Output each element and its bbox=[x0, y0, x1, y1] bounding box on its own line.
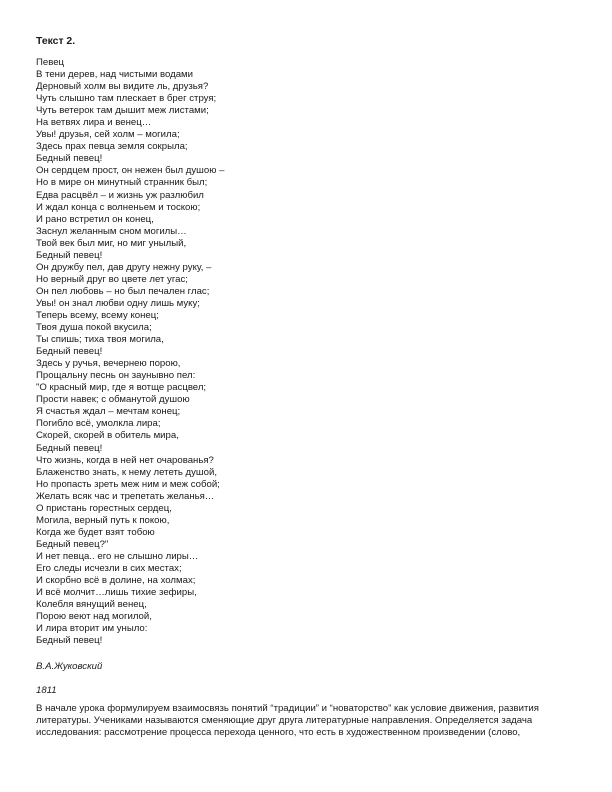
poem-line: Твой век был миг, но миг унылый, bbox=[36, 237, 187, 249]
poem-line: И ждал конца с волненьем и тоскою; bbox=[36, 201, 201, 213]
poem-line: Бедный певец! bbox=[36, 442, 103, 454]
poem-line: Но в мире он минутный странник был; bbox=[36, 177, 208, 189]
poem-line: Он сердцем прост, он нежен был душою – bbox=[36, 165, 225, 177]
poem-line: Желать всяк час и трепетать желанья… bbox=[36, 490, 215, 502]
poem-line: Скорей, скорей в обитель мира, bbox=[36, 430, 179, 442]
poem-line: Бедный певец! bbox=[36, 153, 103, 165]
poem-line: Могила, верный путь к покою, bbox=[36, 514, 170, 526]
poem-line: Бедный певец?" bbox=[36, 538, 109, 550]
poem-line: Дерновый холм вы видите ль, друзья? bbox=[36, 81, 209, 93]
poem-line: Прости навек; с обманутой душою bbox=[36, 394, 190, 406]
poem-line: О пристань горестных сердец, bbox=[36, 502, 172, 514]
poem-line: Порою веют над могилой, bbox=[36, 611, 152, 623]
lesson-paragraph bbox=[36, 703, 580, 740]
poem-line: Что жизнь, когда в ней нет очарованья? bbox=[36, 454, 214, 466]
poem-line: Бедный певец! bbox=[36, 249, 103, 261]
poem-line: Заснул желанным сном могилы… bbox=[36, 225, 187, 237]
poem-year: 1811 bbox=[36, 685, 57, 696]
poem-body bbox=[36, 57, 556, 647]
poem-line: Здесь прах певца земля сокрыла; bbox=[36, 141, 188, 153]
poem-line: Я счастья ждал – мечтам конец; bbox=[36, 406, 181, 418]
poem-line: Чуть ветерок там дышит меж листами; bbox=[36, 105, 209, 117]
poem-line: Погибло всё, умолкла лира; bbox=[36, 418, 161, 430]
poem-line: Блаженство знать, к нему лететь душой, bbox=[36, 466, 217, 478]
poem-line: В тени дерев, над чистыми водами bbox=[36, 69, 194, 81]
poem-line: Увы! он знал любви одну лишь муку; bbox=[36, 297, 200, 309]
poem-line: На ветвях лира и венец… bbox=[36, 117, 152, 129]
poem-line: Едва расцвёл – и жизнь уж разлюбил bbox=[36, 189, 204, 201]
paragraph-line: В начале урока формулируем взаимосвязь понятий “традиции” и “новаторство” как условие движения, развития bbox=[36, 703, 539, 714]
poem-line: "О красный мир, где я вотще расцвел; bbox=[36, 382, 207, 394]
poem-line: И рано встретил он конец, bbox=[36, 213, 154, 225]
poem-line: Ты спишь; тиха твоя могила, bbox=[36, 334, 164, 346]
text-heading: Текст 2. bbox=[36, 36, 76, 47]
poem-author: В.А.Жуковский bbox=[36, 661, 103, 672]
poem-line: Увы! друзья, сей холм – могила; bbox=[36, 129, 180, 141]
poem-line: И всё молчит…лишь тихие зефиры, bbox=[36, 587, 197, 599]
paragraph-line: литературы. Учениками называются сменяющие друг друга литературные направления. Определяется задача bbox=[36, 715, 533, 727]
poem-line: Колебля вянущий венец, bbox=[36, 599, 147, 611]
poem-line: И нет певца.. его не слышно лиры… bbox=[36, 550, 199, 562]
poem-line: Твоя душа покой вкусила; bbox=[36, 322, 152, 334]
poem-line: Когда же будет взят тобою bbox=[36, 526, 155, 538]
poem-line: Он пел любовь – но был печален глас; bbox=[36, 285, 210, 297]
poem-line: Бедный певец! bbox=[36, 346, 103, 358]
poem-line: Его следы исчезли в сих местах; bbox=[36, 562, 182, 574]
paragraph-line: исследования: рассмотрение процесса перехода ценного, что есть в художественном произведении (слово, bbox=[36, 727, 521, 739]
poem-line: Но верный друг во цвете лет угас; bbox=[36, 273, 188, 285]
poem-line: И скорбно всё в долине, на холмах; bbox=[36, 575, 196, 587]
poem-title: Певец bbox=[36, 57, 65, 68]
poem-line: Прощальну песнь он заунывно пел: bbox=[36, 370, 196, 382]
poem-line: Чуть слышно там плескает в брег струя; bbox=[36, 93, 217, 105]
poem-line: Но пропасть зреть меж ним и меж собой; bbox=[36, 478, 220, 490]
poem-line: Здесь у ручья, вечернею порою, bbox=[36, 358, 181, 370]
poem-line: И лира вторит им уныло: bbox=[36, 623, 148, 635]
poem-line: Он дружбу пел, дав другу нежну руку, – bbox=[36, 261, 212, 273]
poem-line: Теперь всему, всему конец; bbox=[36, 309, 159, 321]
poem-line: Бедный певец! bbox=[36, 635, 103, 647]
